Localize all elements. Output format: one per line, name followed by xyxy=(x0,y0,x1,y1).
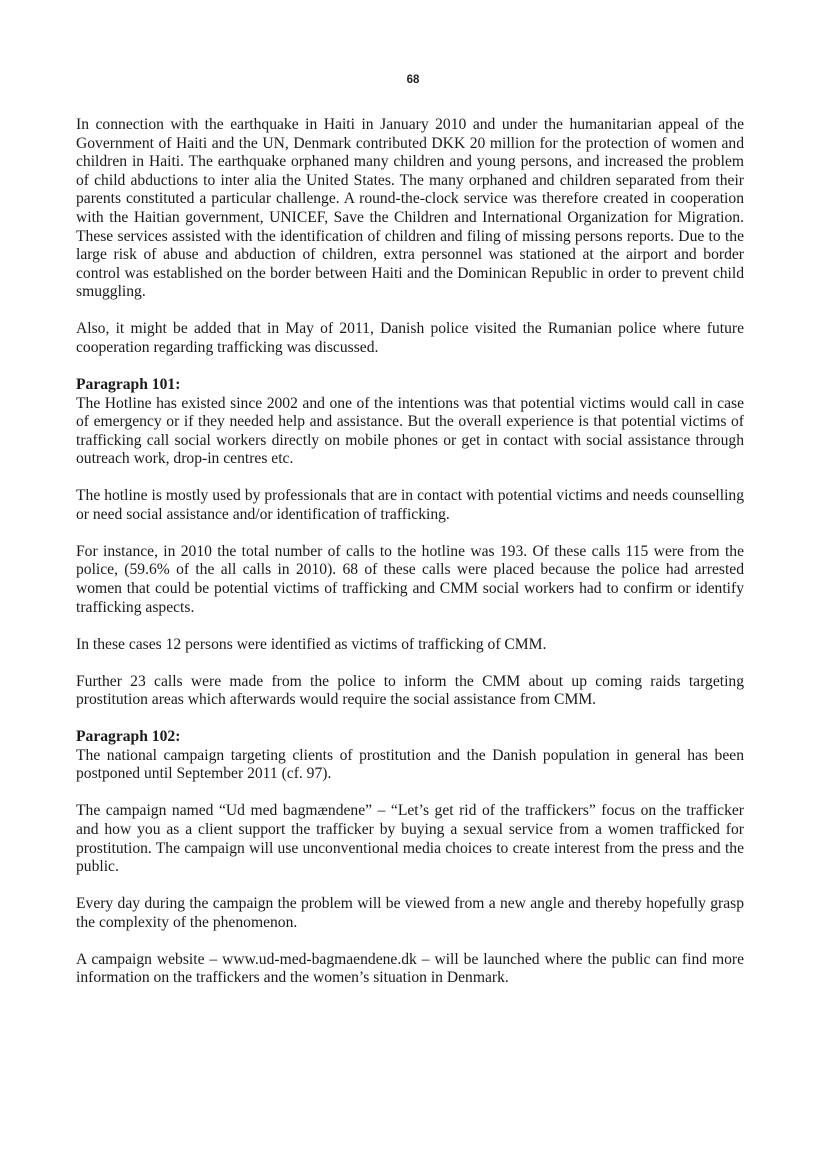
heading-paragraph-101: Paragraph 101: xyxy=(76,375,181,393)
heading-paragraph-102: Paragraph 102: xyxy=(76,728,181,746)
paragraph-campaign-postponed: The national campaign targeting clients of prostitution and the Danish population in general has been postponed until September 2011 (cf. 97). xyxy=(76,746,744,783)
document-body xyxy=(76,116,744,1006)
section-paragraph-102 xyxy=(76,728,744,784)
paragraph-raid-calls: Further 23 calls were made from the police to inform the CMM about up coming raids targeting prostitution areas which afterwards would require the social assistance from CMM. xyxy=(76,672,744,709)
paragraph-call-statistics: For instance, in 2010 the total number of calls to the hotline was 193. Of these calls 115 were from the police, (59.6% of the all calls in 2010). 68 of these calls were placed because the police had arrested women that could be potential victims of trafficking and CMM social workers had to confirm or identify trafficking aspects. xyxy=(76,542,744,616)
paragraph-haiti-earthquake: In connection with the earthquake in Haiti in January 2010 and under the humanitarian appeal of the Government of Haiti and the UN, Denmark contributed DKK 20 million for the protection of women and children in Haiti. The earthquake orphaned many children and young persons, and increased the problem of child abductions to inter alia the United States. The many orphaned and children separated from their parents constituted a particular challenge. A round-the-clock service was therefore created in cooperation with the Haitian government, UNICEF, Save the Children and International Organization for Migration. These services assisted with the identification of children and filing of missing persons reports. Due to the large risk of abuse and abduction of children, extra personnel was stationed at the airport and border control was established on the border between Haiti and the Dominican Republic in order to prevent child smuggling. xyxy=(76,116,744,301)
paragraph-rumanian-police: Also, it might be added that in May of 2011, Danish police visited the Rumanian police where future cooperation regarding trafficking was discussed. xyxy=(76,320,744,356)
section-paragraph-101 xyxy=(76,376,744,469)
paragraph-hotline-usage: The hotline is mostly used by professionals that are in contact with potential victims and needs counselling or need social assistance and/or identification of trafficking. xyxy=(76,487,744,523)
page-number: 68 xyxy=(406,74,420,86)
paragraph-campaign-website: A campaign website – www.ud-med-bagmaendene.dk – will be launched where the public can find more information on the traffickers and the women’s situation in Denmark. xyxy=(76,950,744,987)
paragraph-identified-victims: In these cases 12 persons were identified as victims of trafficking of CMM. xyxy=(76,635,547,653)
paragraph-hotline-history: The Hotline has existed since 2002 and one of the intentions was that potential victims would call in case of emergency or if they needed help and assistance. But the overall experience is that potential victims of trafficking call social workers directly on mobile phones or get in contact with social assistance through outreach work, drop-in centres etc. xyxy=(76,394,744,468)
paragraph-campaign-description: The campaign named “Ud med bagmændene” – “Let’s get rid of the traffickers” focus on the trafficker and how you as a client support the trafficker by buying a sexual service from a women trafficked for prostitution. The campaign will use unconventional media choices to create interest from the press and the public. xyxy=(76,802,744,876)
paragraph-campaign-daily-angle: Every day during the campaign the problem will be viewed from a new angle and thereby hopefully grasp the complexity of the phenomenon. xyxy=(76,895,744,931)
